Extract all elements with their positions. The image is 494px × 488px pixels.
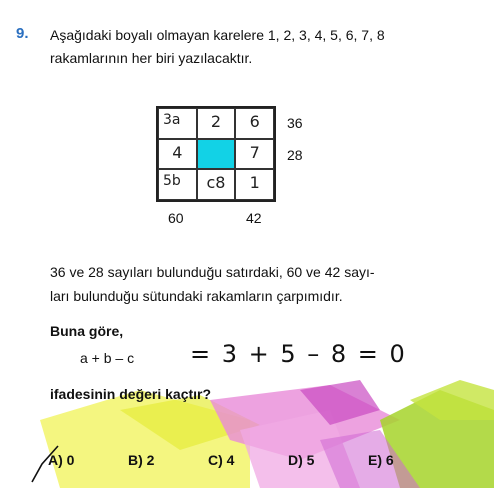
grid-cell-r3c1 (158, 169, 197, 200)
question-text-line-2: rakamlarının her biri yazılacaktır. (50, 50, 253, 66)
col-product-2: 42 (246, 210, 262, 226)
col-product-1: 60 (168, 210, 184, 226)
grid-cell-r2c3 (235, 139, 274, 170)
option-a[interactable]: A) 0 (48, 452, 75, 468)
grid-cell-r1c1 (158, 108, 197, 139)
grid-cell-text: 4 (172, 142, 183, 162)
grid-cell-text: 3a (163, 112, 181, 128)
option-c[interactable]: C) 4 (208, 452, 235, 468)
buna-gore-label: Buna göre, (50, 323, 124, 339)
option-e[interactable]: E) 6 (368, 452, 394, 468)
handwritten-solution: = 3 + 5 – 8 = 0 (190, 340, 407, 368)
grid-cell-r1c3 (235, 108, 274, 139)
grid-cell-shaded (197, 139, 236, 170)
option-d[interactable]: D) 5 (288, 452, 315, 468)
question-text-line-1: Aşağıdaki boyalı olmayan karelere 1, 2, 3, 4, 5, 6, 7, 8 (50, 27, 385, 43)
paragraph-line-1: 36 ve 28 sayıları bulunduğu satırdaki, 60 ve 42 sayı- (50, 264, 375, 280)
grid-cell-r2c1 (158, 139, 197, 170)
option-b[interactable]: B) 2 (128, 452, 155, 468)
grid-cell-r3c2 (197, 169, 236, 200)
grid-cell-text: 2 (210, 112, 222, 131)
question-number: 9. (16, 25, 29, 42)
expression: a + b – c (80, 350, 135, 366)
grid-cell-text: 1 (249, 173, 260, 193)
number-grid (156, 106, 276, 202)
question-ask: ifadesinin değeri kaçtır? (50, 386, 212, 402)
row-product-1: 36 (287, 115, 303, 131)
grid-cell-text: 6 (249, 112, 260, 131)
grid-cell-r3c3 (235, 169, 274, 200)
row-product-2: 28 (287, 147, 303, 163)
paragraph-line-2: ları bulunduğu sütundaki rakamların çarpımıdır. (50, 288, 343, 304)
grid-cell-text: 5b (163, 173, 181, 190)
grid-cell-r1c2 (197, 108, 236, 139)
grid-cell-text: 7 (249, 142, 260, 162)
grid-cell-text: c8 (206, 173, 226, 193)
